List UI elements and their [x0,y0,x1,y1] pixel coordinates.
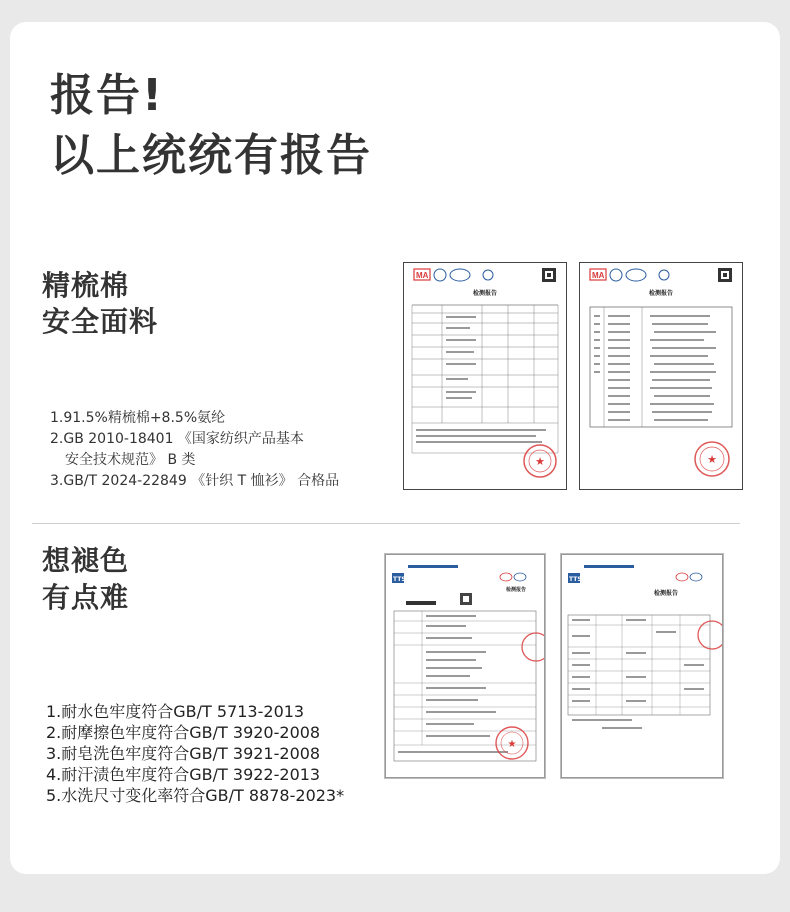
report-4-title: 检测报告 [654,590,679,597]
section2-spec-2: 2.耐摩擦色牢度符合GB/T 3920-2008 [46,723,321,742]
svg-text:TTS: TTS [569,576,582,583]
section2-spec-4: 4.耐汗渍色牢度符合GB/T 3922-2013 [46,765,321,784]
section1-spec-3: 安全技术规范》 B 类 [65,452,196,468]
section2-spec-5: 5.水洗尺寸变化率符合GB/T 8878-2023* [46,786,345,805]
header-line1: 报告! [50,70,165,121]
test-report-image-4 [561,554,723,778]
section1-spec-2: 2.GB 2010-18401 《国家纺织产品基本 [50,431,304,447]
section2-title-line1: 想褪色 [42,544,130,577]
section2-spec-3: 3.耐皂洗色牢度符合GB/T 3921-2008 [46,744,321,763]
svg-text:MA: MA [592,271,605,280]
section1-title-line1: 精梳棉 [42,269,130,302]
test-report-image-1 [403,262,567,490]
report-2-title: 检测报告 [648,290,674,297]
section-divider [32,523,740,524]
test-report-image-2 [579,262,743,490]
test-report-image-3 [385,554,545,778]
section1-title-line2: 安全面料 [42,305,159,338]
header-line2: 以上统统有报告 [50,130,372,181]
section2-spec-1: 1.耐水色牢度符合GB/T 5713-2013 [46,702,305,721]
svg-text:★: ★ [507,739,517,750]
report-1-title: 检测报告 [472,290,498,297]
section1-spec-1: 1.91.5%精梳棉+8.5%氨纶 [50,410,226,426]
section1-spec-4: 3.GB/T 2024-22849 《针织 T 恤衫》 合格品 [50,473,340,489]
svg-text:TTS: TTS [393,576,406,583]
svg-text:★: ★ [707,453,717,466]
svg-text:★: ★ [535,455,545,468]
svg-text:MA: MA [416,271,429,280]
report-3-title: 检测报告 [506,587,527,593]
section2-title-line2: 有点难 [42,581,130,614]
